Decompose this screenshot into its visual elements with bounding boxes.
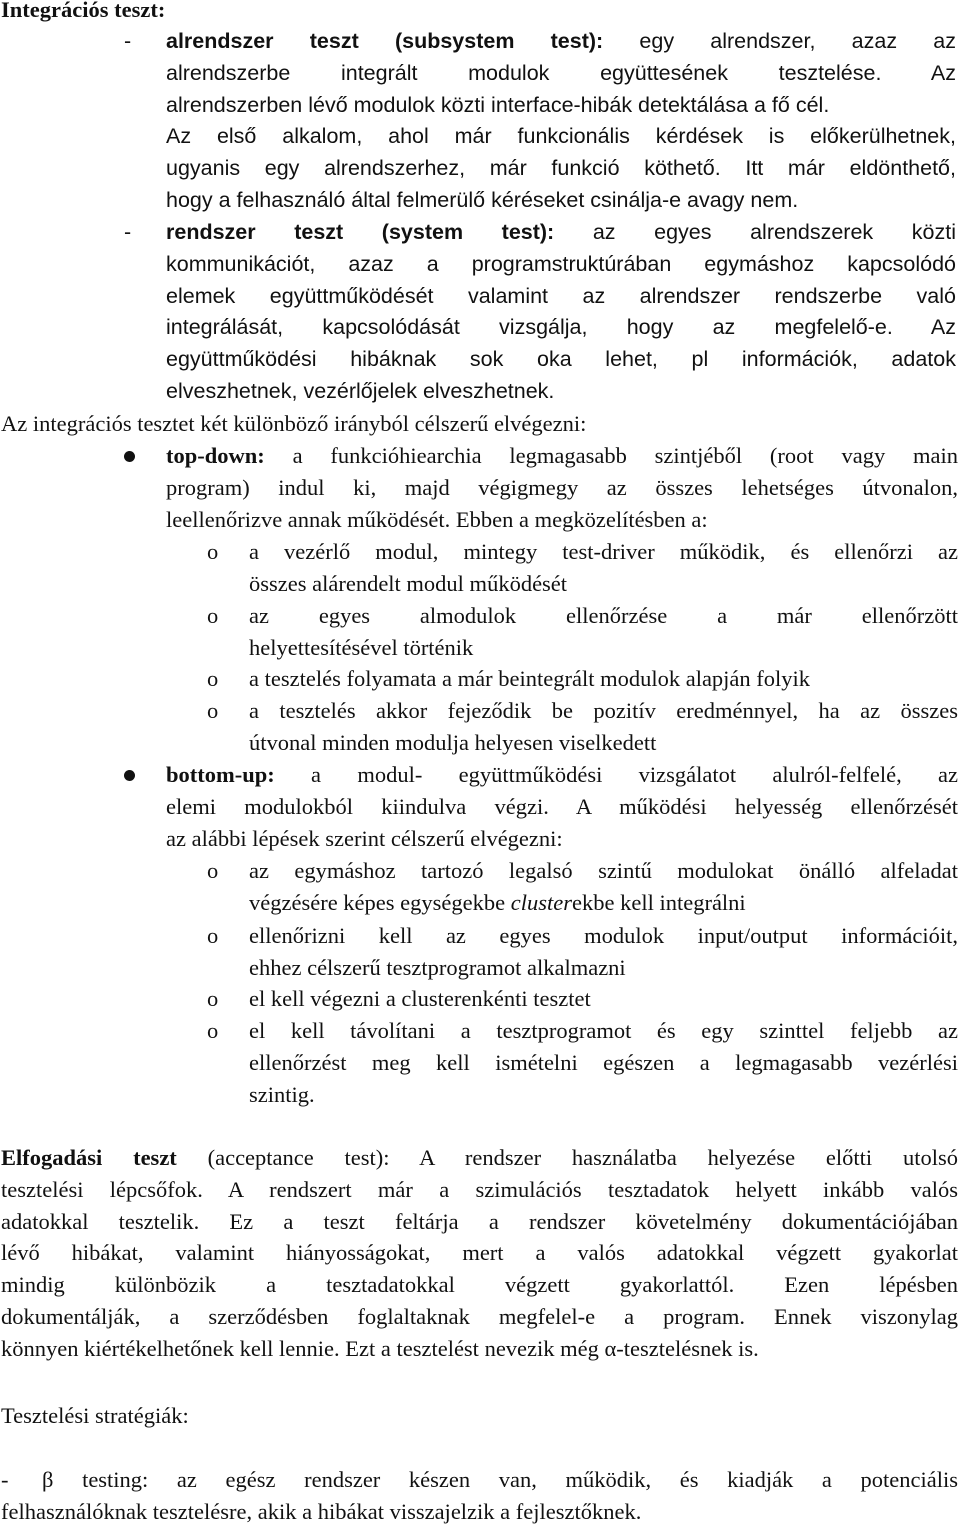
item-line: összes alárendelt modul működését [249,570,568,596]
directions-intro: Az integrációs tesztet két különböző irányból célszerű elvégezni: [1,411,587,436]
beta-line: β testing: az egész rendszer készen van, működik, és kiadják a potenciális [42,1467,958,1492]
acceptance-line: mindig különbözik a tesztadatokkal végzett gyakorlattól. Ezen lépésben [1,1272,958,1298]
bottomup-term: bottom-up: [166,762,275,787]
beta-line: felhasználóknak tesztelésre, akik a hibákat visszajelzik a fejlesztőknek. [1,1498,642,1524]
subsystem-paragraph [166,26,956,217]
sub-marker: o [207,666,219,691]
acceptance-term: Elfogadási teszt [1,1145,177,1170]
bottomup-item [249,855,958,919]
topdown-line: a funkcióhiearchia legmagasabb szintjéből (root vagy main [264,443,958,468]
bottomup-item [249,983,958,1015]
cluster-term: cluster [510,889,572,915]
sub-marker: o [207,539,219,564]
topdown-item [249,695,958,759]
item-line: az egyes almodulok ellenőrzése a már ellenőrzött [249,603,958,628]
subsystem-line: alrendszerbe integrált modulok együttesének tesztelése. Az [166,60,956,85]
integration-heading: Integrációs teszt: [1,0,166,22]
topdown-paragraph [166,440,958,535]
system-line: elveszhetnek, vezérlőjelek elveszhetnek. [166,378,555,403]
beta-dash: - [1,1467,9,1492]
item-line: el kell távolítani a tesztprogramot és egy szinttel feljebb az [249,1018,958,1043]
item-line: a tesztelés folyamata a már beintegrált modulok alapján folyik [249,666,811,691]
topdown-item [249,663,958,695]
sub-marker: o [207,986,219,1011]
strategies-heading: Tesztelési stratégiák: [1,1403,189,1428]
item-line-cluster: végzésére képes egységekbe clusterekbe kell integrálni [249,889,746,915]
system-line: együttműködési hibáknak sok oka lehet, pl információk, adatok [166,347,956,372]
subsystem-line: Az első alkalom, ahol már funkcionális kérdések is előkerülhetnek, [166,124,956,149]
bullet-bottomup [124,770,135,781]
item-line: útvonal minden modulja helyesen viselkedett [249,729,657,755]
item-line: az egymáshoz tartozó legalsó szintű modulokat önálló alfeladat [249,858,958,883]
bottomup-line: a modul- együttműködési vizsgálatot alulról-felfelé, az [274,762,958,787]
system-dash: - [124,220,132,244]
sub-marker: o [207,858,219,883]
bullet-topdown [124,451,135,462]
acceptance-line: lévő hibákat, valamint hiányosságokat, mert a valós adatokkal végzett gyakorlat [1,1240,958,1266]
bottomup-item [249,1015,958,1110]
bottomup-item [249,920,958,984]
acceptance-line: könnyen kiértékelhetőnek kell lennie. Ezt a tesztelést nevezik még α-tesztelésnek is. [1,1335,759,1361]
item-line: ellenőrizni kell az egyes modulok input/output információit, [249,923,958,948]
sub-marker: o [207,923,219,948]
item-line: szintig. [249,1081,315,1107]
beta-paragraph [1,1464,958,1528]
subsystem-line: egy alrendszer, azaz az [603,29,956,53]
topdown-item [249,600,958,664]
system-line: elemek együttműködését valamint az alrendszer rendszerbe való [166,283,956,308]
topdown-line: leellenőrizve annak működését. Ebben a megközelítésben a: [166,506,708,532]
acceptance-paragraph [1,1142,958,1365]
system-term: rendszer teszt (system test): [166,220,555,244]
acceptance-line: dokumentálják, a szerződésben foglaltaknak megfelel-e a program. Ennek viszonylag [1,1303,958,1329]
system-line: az egyes alrendszerek közti [554,220,956,244]
bottomup-line: az alábbi lépések szerint célszerű elvégezni: [166,825,563,851]
item-line: helyettesítésével történik [249,634,474,660]
sub-marker: o [207,603,219,628]
system-line: kommunikációt, azaz a programstruktúrában egymáshoz kapcsolódó [166,251,956,276]
item-line: ellenőrzést meg kell ismételni egészen a legmagasabb vezérlési [249,1049,958,1075]
subsystem-line: alrendszerben lévő modulok közti interface-hibák detektálása a fő cél. [166,92,830,117]
acceptance-line: adatokkal tesztelik. Ez a teszt feltárja a rendszer követelmény dokumentációjában [1,1208,958,1234]
item-line: a vezérlő modul, mintegy test-driver működik, és ellenőrzi az [249,539,958,564]
subsystem-term: alrendszer teszt (subsystem test): [166,29,604,53]
item-line: el kell végezni a clusterenkénti tesztet [249,986,591,1011]
system-paragraph [166,217,956,408]
topdown-line: program) indul ki, majd végigmegy az összes lehetséges útvonalon, [166,474,958,500]
bottomup-paragraph [166,759,958,854]
sub-marker: o [207,1018,219,1043]
item-line: ehhez célszerű tesztprogramot alkalmazni [249,954,626,980]
subsystem-dash: - [124,29,132,53]
topdown-item [249,536,958,600]
subsystem-line: ugyanis egy alrendszerhez, már funkció köthető. Itt már eldönthető, [166,156,956,181]
sub-marker: o [207,698,219,723]
acceptance-line: tesztelési lépcsőfok. A rendszert már a szimulációs tesztadatok helyett inkább valós [1,1176,958,1202]
subsystem-line: hogy a felhasználó által felmerülő kéréseket csinálja-e avagy nem. [166,187,799,212]
acceptance-line: (acceptance test): A rendszer használatba helyezése előtti utolsó [176,1145,958,1170]
item-line: a tesztelés akkor fejeződik be pozitív eredménnyel, ha az összes [249,698,958,723]
topdown-term: top-down: [166,443,265,468]
system-line: integrálását, kapcsolódását vizsgálja, hogy az megfelelő-e. Az [166,315,956,340]
bottomup-line: elemi modulokból kiindulva végzi. A működési helyesség ellenőrzését [166,793,958,819]
